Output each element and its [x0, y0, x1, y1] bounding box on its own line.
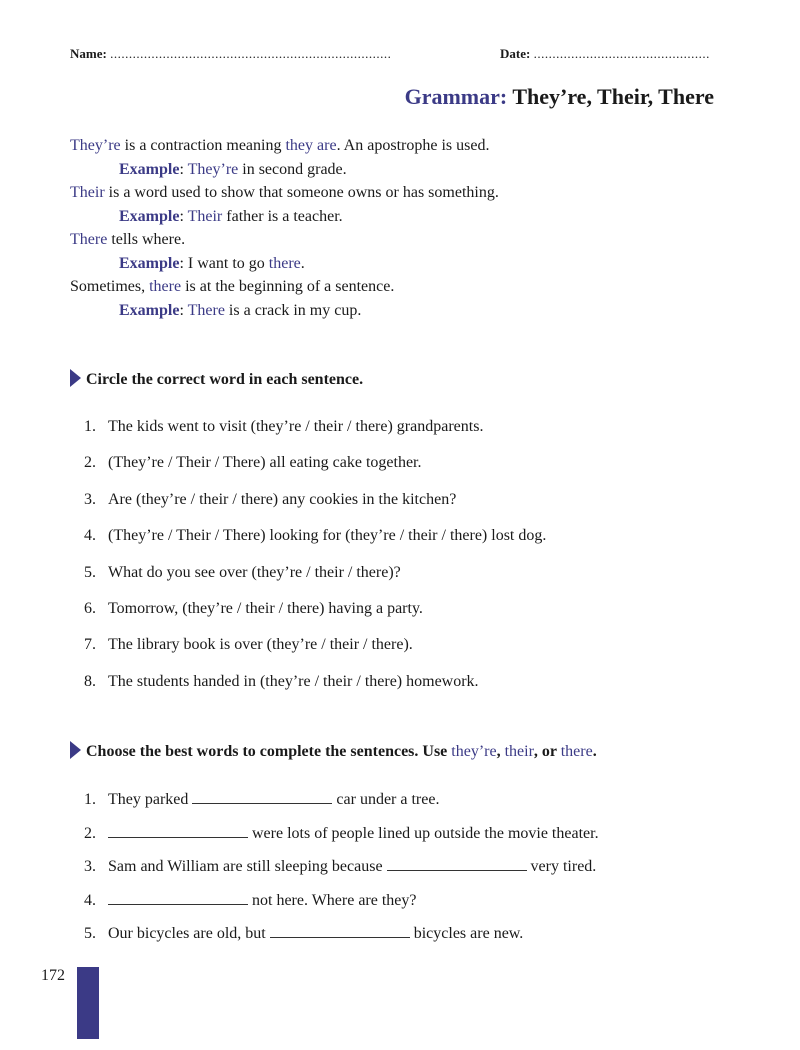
separator: : — [179, 301, 188, 319]
intro-text: tells where. — [107, 231, 186, 248]
item-text: Our bicycles are old, but — [108, 925, 270, 942]
list-item[interactable] — [84, 673, 479, 691]
date-field[interactable] — [500, 46, 710, 62]
example-text: . — [300, 254, 305, 272]
intro-explanation — [70, 134, 730, 322]
page-number: 172 — [41, 967, 65, 984]
item-number: 6. — [84, 600, 96, 617]
name-field[interactable] — [70, 46, 391, 62]
example-there-beginning — [70, 299, 730, 323]
keyword: there — [149, 278, 182, 295]
triangle-bullet-icon — [70, 741, 81, 759]
keyword: there — [560, 743, 593, 760]
keyword: There — [70, 231, 108, 248]
example-text: father is a teacher. — [222, 207, 343, 225]
example-label: Example — [119, 301, 180, 319]
answer-blank[interactable] — [270, 923, 410, 938]
item-number: 1. — [84, 418, 96, 435]
intro-line-there-beginning — [70, 275, 730, 299]
answer-blank[interactable] — [192, 789, 332, 804]
example-label: Example — [119, 254, 180, 272]
keyword: They’re — [187, 160, 239, 178]
intro-text: is a word used to show that someone owns or has something. — [104, 184, 499, 201]
example-text: I want to go — [187, 254, 269, 272]
example-text: is a crack in my cup. — [224, 301, 362, 319]
item-text: Sam and William are still sleeping because — [108, 858, 387, 875]
date-line: ............................................... — [533, 46, 710, 61]
answer-blank[interactable] — [387, 856, 527, 871]
keyword: They’re — [70, 137, 121, 154]
item-number: 3. — [84, 858, 96, 875]
intro-text: . An apostrophe is used. — [336, 137, 490, 154]
item-number: 4. — [84, 527, 96, 545]
list-item — [84, 856, 596, 876]
title-main: They’re, Their, There — [512, 84, 714, 109]
separator: : — [179, 160, 188, 178]
list-item — [84, 789, 439, 809]
list-item[interactable] — [84, 564, 401, 582]
header-line — [70, 46, 730, 66]
keyword: they are — [285, 137, 337, 154]
item-number: 1. — [84, 791, 96, 808]
item-number: 5. — [84, 925, 96, 942]
keyword: Their — [70, 184, 105, 201]
item-number: 7. — [84, 636, 96, 654]
list-item[interactable] — [84, 454, 421, 472]
section2-heading-text: Choose the best words to complete the sentences. Use — [86, 743, 452, 760]
item-text: bicycles are new. — [409, 925, 524, 942]
item-text: Tomorrow, (they’re / their / there) having a party. — [108, 600, 423, 617]
item-number: 2. — [84, 824, 96, 842]
example-their — [70, 205, 730, 229]
keyword: their — [504, 743, 534, 760]
page-title — [405, 84, 714, 110]
separator: . — [592, 743, 597, 760]
keyword: Their — [187, 207, 223, 225]
keyword: they’re — [451, 743, 497, 760]
example-label: Example — [119, 207, 180, 225]
section2-heading — [70, 741, 597, 761]
example-there — [70, 252, 730, 276]
item-number: 8. — [84, 672, 96, 690]
item-text: (They’re / Their / There) all eating cake together. — [108, 454, 422, 472]
item-text: Are (they’re / their / there) any cookies in the kitchen? — [108, 490, 457, 508]
item-text: The library book is over (they’re / their / there). — [108, 636, 413, 654]
list-item — [84, 823, 599, 843]
date-label: Date: — [500, 46, 531, 61]
keyword: there — [268, 254, 301, 272]
separator: , or — [533, 743, 561, 760]
item-text: What do you see over (they’re / their / there)? — [108, 563, 401, 581]
separator: , — [496, 743, 505, 760]
item-text: They parked — [108, 791, 193, 808]
item-text: very tired. — [526, 858, 597, 875]
title-prefix: Grammar: — [404, 84, 508, 109]
intro-line-theyre — [70, 134, 730, 158]
item-text: The students handed in (they’re / their / there) homework. — [108, 672, 479, 690]
section1-heading-text: Circle the correct word in each sentence. — [86, 371, 364, 388]
list-item[interactable] — [84, 636, 413, 654]
page-tab-bar — [77, 967, 99, 1039]
item-number: 4. — [84, 891, 96, 909]
list-item[interactable] — [84, 491, 456, 509]
separator: : — [179, 207, 188, 225]
example-label: Example — [119, 160, 180, 178]
section1-heading — [70, 369, 363, 389]
item-text: (They’re / Their / There) looking for (they’re / their / there) lost dog. — [108, 527, 547, 545]
list-item — [84, 923, 523, 943]
intro-text: Sometimes, — [70, 278, 150, 295]
example-text: in second grade. — [238, 160, 347, 178]
example-theyre — [70, 158, 730, 182]
intro-line-their — [70, 181, 730, 205]
intro-text: is a contraction meaning — [120, 137, 286, 154]
item-number: 5. — [84, 563, 96, 581]
item-text: car under a tree. — [332, 791, 440, 808]
name-label: Name: — [70, 46, 107, 61]
item-text: not here. Where are they? — [248, 891, 417, 909]
list-item[interactable] — [84, 600, 423, 618]
item-number: 3. — [84, 490, 96, 508]
intro-text: is at the beginning of a sentence. — [181, 278, 395, 295]
item-text: were lots of people lined up outside the movie theater. — [248, 824, 599, 842]
item-text: The kids went to visit (they’re / their / there) grandparents. — [108, 418, 484, 435]
list-item[interactable] — [84, 527, 546, 545]
list-item[interactable] — [84, 418, 483, 436]
answer-blank[interactable] — [108, 823, 248, 838]
name-line: ........................................................................... — [110, 46, 392, 61]
keyword: There — [187, 301, 225, 319]
intro-line-there — [70, 228, 730, 252]
answer-blank[interactable] — [108, 890, 248, 905]
separator: : — [179, 254, 188, 272]
triangle-bullet-icon — [70, 369, 81, 387]
list-item — [84, 890, 417, 910]
item-number: 2. — [84, 454, 96, 472]
